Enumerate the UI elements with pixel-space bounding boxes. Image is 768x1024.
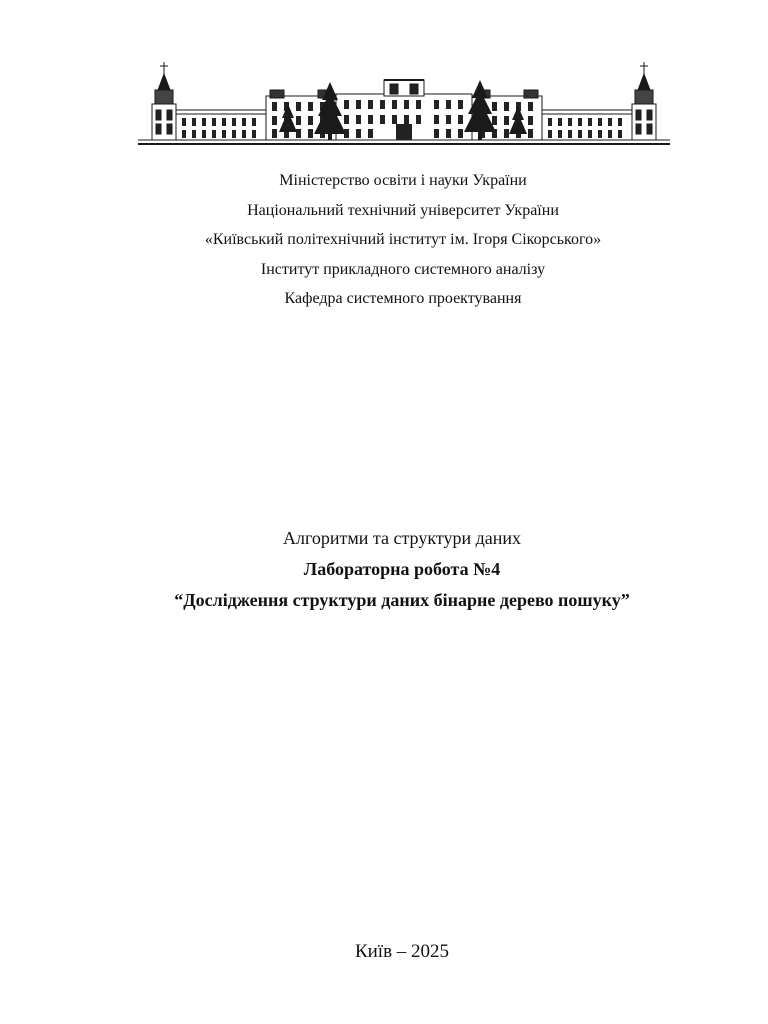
institute-name: Інститут прикладного системного аналізу	[260, 260, 546, 278]
lab-topic: “Дослідження структури даних бінарне дерево пошуку”	[174, 590, 630, 610]
course-name: Алгоритми та структури даних	[282, 528, 522, 548]
university-building-engraving-icon	[138, 60, 670, 148]
university-full-name: «Київський політехнічний інститут ім. Ігоря Сікорського»	[204, 231, 602, 248]
university-name: Національний технічний університет України	[247, 201, 559, 219]
institution-header	[0, 166, 768, 314]
lab-title: Лабораторна робота №4	[303, 559, 501, 579]
city-year: Київ – 2025	[354, 941, 450, 962]
footer	[0, 938, 768, 966]
ministry-name: Міністерство освіти і науки України	[279, 172, 527, 189]
department-name: Кафедра системного проектування	[284, 290, 522, 307]
work-title-block	[0, 524, 768, 614]
